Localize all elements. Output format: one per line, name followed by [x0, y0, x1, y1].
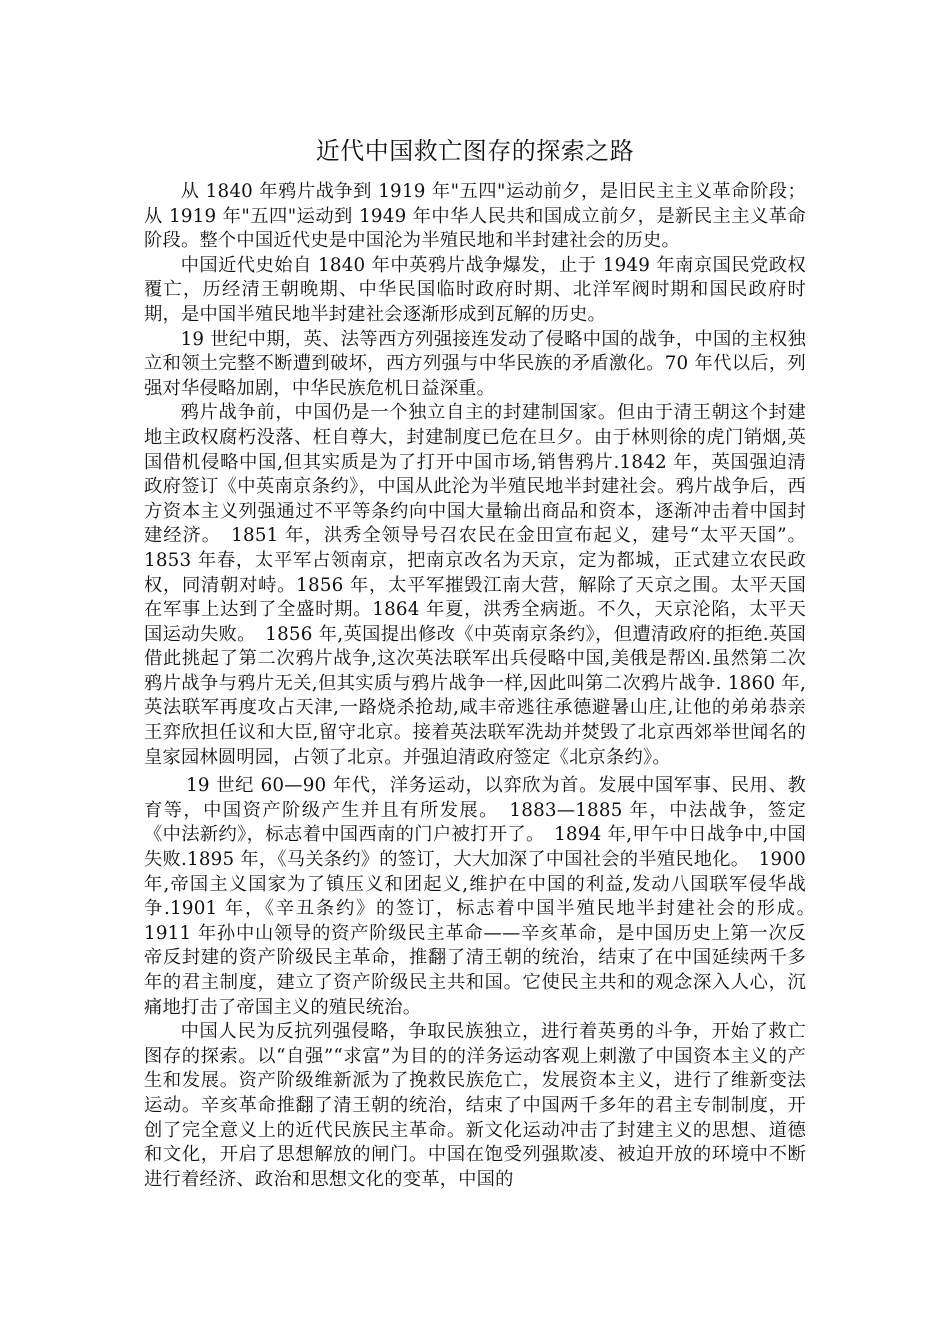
- paragraph-3: 19 世纪中期，英、法等西方列强接连发动了侵略中国的战争，中国的主权独立和领土完整不断遭到破坏，西方列强与中华民族的矛盾激化。70 年代以后，列强对华侵略加剧，中华民族危机日益深重。: [144, 328, 806, 399]
- paragraph-5: 19 世纪 60—90 年代，洋务运动，以弈欣为首。发展中国军事、民用、教育等，中国资产阶级产生并且有所发展。 1883—1885 年，中法战争，签定《中法新约》，标志着中国西南的门户被打开了。 1894 年,甲午中日战争中,中国失败.1895 年，《马关条约》的签订，大大加深了中国社会的半殖民地化。 1900 年,帝国主义国家为了镇压义和团起义,维护在中国的利益,发动八国联军侵华战争.1901 年，《辛丑条约》的签订，标志着中国半殖民地半封建社会的形成。 1911 年孙中山领导的资产阶级民主革命——辛亥革命，是中国历史上第一次反帝反封建的资产阶级民主革命，推翻了清王朝的统治，结束了在中国延续两千多年的君主制度，建立了资产阶级民主共和国。它使民主共和的观念深入人心，沉痛地打击了帝国主义的殖民统治。: [144, 775, 825, 1018]
- paragraph-1: 从 1840 年鸦片战争到 1919 年"五四"运动前夕，是旧民主主义革命阶段；从 1919 年"五四"运动到 1949 年中华人民共和国成立前夕，是新民主主义革命阶段。整个中国近代史是中国沦为半殖民地和半封建社会的历史。: [144, 181, 806, 252]
- paragraph-4: 鸦片战争前，中国仍是一个独立自主的封建制国家。但由于清王朝这个封建地主政权腐朽没落、枉自尊大，封建制度已危在旦夕。由于林则徐的虎门销烟,英国借机侵略中国,但其实质是为了打开中国市场,销售鸦片.1842 年，英国强迫清政府签订《中英南京条约》，中国从此沦为半殖民地半封建社会。鸦片战争后，西方资本主义列强通过不平等条约向中国大量输出商品和资本，逐渐冲击着中国封建经济。 1851 年，洪秀全领导号召农民在金田宣布起义，建号“太平天国”。1853 年春，太平军占领南京，把南京改名为天京，定为都城，正式建立农民政权，同清朝对峙。1856 年，太平军摧毁江南大营，解除了天京之围。太平天国在军事上达到了全盛时期。1864 年夏，洪秀全病逝。不久，天京沦陷，太平天国运动失败。 1856 年,英国提出修改《中英南京条约》，但遭清政府的拒绝.英国借此挑起了第二次鸦片战争,这次英法联军出兵侵略中国,美俄是帮凶.虽然第二次鸦片战争与鸦片无关,但其实质与鸦片战争一样,因此叫第二次鸦片战争. 1860 年,英法联军再度攻占天津,一路烧杀抢劫,咸丰帝逃往承德避暑山庄,让他的弟弟恭亲王弈欣担任议和大臣,留守北京。接着英法联军洗劫并焚毁了北京西郊举世闻名的皇家园林圆明园，占领了北京。并强迫清政府签定《北京条约》。: [144, 402, 806, 768]
- document-page: [144, 134, 825, 1192]
- paragraph-6: 中国人民为反抗列强侵略，争取民族独立，进行着英勇的斗争，开始了救亡图存的探索。以“自强”“求富”为目的的洋务运动客观上刺激了中国资本主义的产生和发展。资产阶级维新派为了挽救民族危亡，发展资本主义，进行了维新变法运动。辛亥革命推翻了清王朝的统治，结束了中国两千多年的君主专制制度，开创了完全意义上的近代民族民主革命。新文化运动冲击了封建主义的思想、道德和文化，开启了思想解放的闸门。中国在饱受列强欺凌、被迫开放的环境中不断进行着经济、政治和思想文化的变革，中国的: [144, 1021, 806, 1190]
- document-title: 近代中国救亡图存的探索之路: [315, 137, 635, 165]
- paragraph-2: 中国近代史始自 1840 年中英鸦片战争爆发，止于 1949 年南京国民党政权覆亡，历经清王朝晚期、中华民国临时政府时期、北洋军阀时期和国民政府时期，是中国半殖民地半封建社会逐渐形成到瓦解的历史。: [144, 254, 806, 325]
